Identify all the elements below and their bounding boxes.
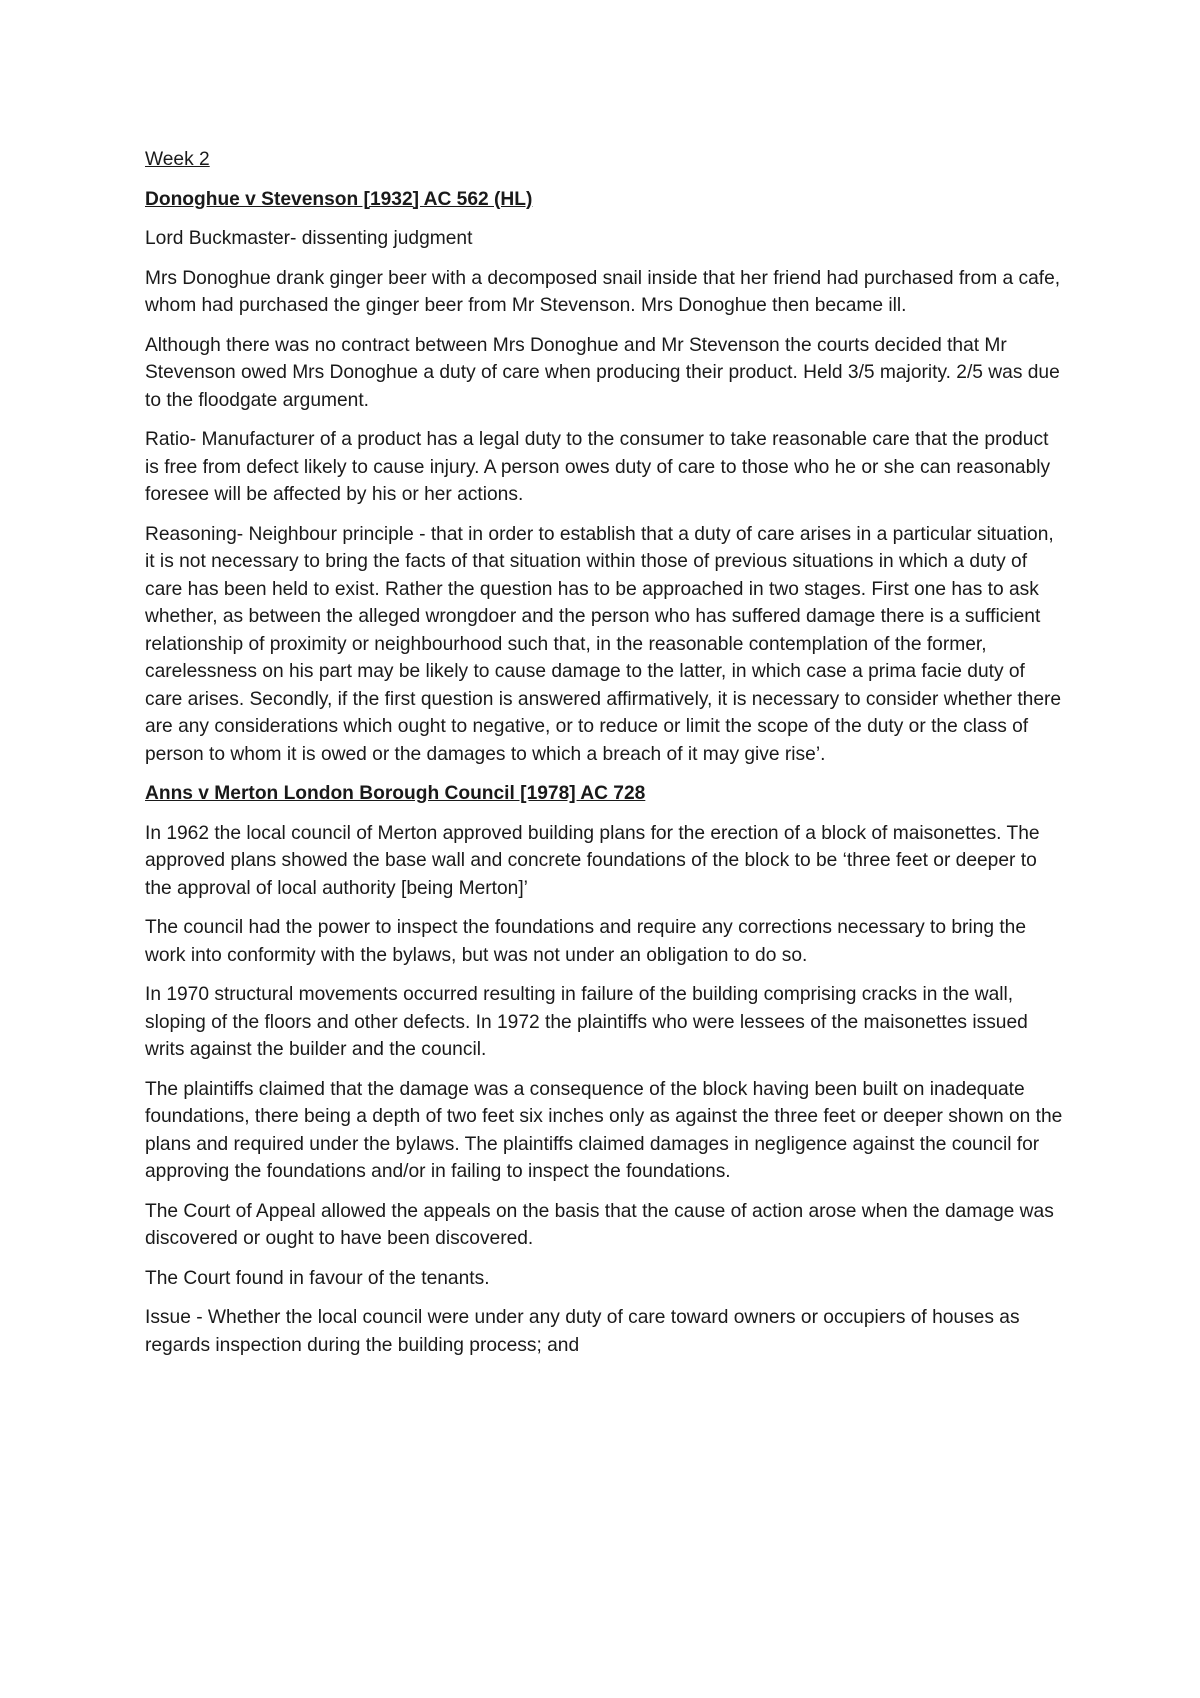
paragraph-reasoning: Reasoning- Neighbour principle - that in order to establish that a duty of care arises in a particular situation, it is not necessary to bring the facts of that situation within those of previous situations in which a duty of care has been held to exist. Rather the question has to be approached in two stages. First one has to ask whether, as between the alleged wrongdoer and the person who has suffered damage there is a sufficient relationship of proximity or neighbourhood such that, in the reasonable contemplation of the former, carelessness on his part may be likely to cause damage to the latter, in which case a prima facie duty of care arises. Secondly, if the first question is answered affirmatively, it is necessary to consider whether there are any considerations which ought to negative, or to reduce or limit the scope of the duty or the class of person to whom it is owed or the damages to which a breach of it may give rise’. (145, 523, 1062, 765)
paragraph-anns-issue: Issue - Whether the local council were under any duty of care toward owners or occupiers of houses as regards inspection during the building process; and (145, 1307, 1020, 1356)
paragraph-facts: Mrs Donoghue drank ginger beer with a decomposed snail inside that her friend had purchased from a cafe, whom had purchased the ginger beer from Mr Stevenson. Mrs Donoghue then became ill. (145, 267, 1061, 316)
paragraph-anns-movements: In 1970 structural movements occurred resulting in failure of the building comprising cracks in the wall, sloping of the floors and other defects. In 1972 the plaintiffs who were lessees of the maisonettes issued writs against the builder and the council. (145, 984, 1028, 1060)
paragraph-anns-power: The council had the power to inspect the foundations and require any corrections necessary to bring the work into conformity with the bylaws, but was not under an obligation to do so. (145, 917, 1027, 966)
paragraph-anns-outcome: The Court found in favour of the tenants. (145, 1267, 490, 1289)
paragraph-anns-facts: In 1962 the local council of Merton approved building plans for the erection of a block of maisonettes. The approved plans showed the base wall and concrete foundations of the block to be ‘three feet or deeper to the approval of local authority [being Merton]’ (145, 822, 1040, 899)
case-heading-anns: Anns v Merton London Borough Council [1978] AC 728 (145, 783, 646, 804)
paragraph-anns-appeal: The Court of Appeal allowed the appeals on the basis that the cause of action arose when the damage was discovered or ought to have been discovered. (145, 1200, 1054, 1249)
case-heading-donoghue: Donoghue v Stevenson [1932] AC 562 (HL) (145, 188, 533, 210)
paragraph-anns-claim: The plaintiffs claimed that the damage was a consequence of the block having been built on inadequate foundations, there being a depth of two feet six inches only as against the three feet or deeper shown on the plans and required under the bylaws. The plaintiffs claimed damages in negligence against the council for approving the foundations and/or in failing to inspect the foundations. (145, 1078, 1063, 1182)
paragraph-dissent: Lord Buckmaster- dissenting judgment (145, 228, 473, 249)
paragraph-held: Although there was no contract between Mrs Donoghue and Mr Stevenson the courts decided that Mr Stevenson owed Mrs Donoghue a duty of care when producing their product. Held 3/5 majority. 2/5 was due to the floodgate argument. (145, 334, 1060, 411)
document-body (145, 146, 1067, 1371)
week-label: Week 2 (145, 149, 210, 170)
paragraph-ratio: Ratio- Manufacturer of a product has a legal duty to the consumer to take reasonable care that the product is free from defect likely to cause injury. A person owes duty of care to those who he or she can reasonably foresee will be affected by his or her actions. (145, 429, 1051, 505)
